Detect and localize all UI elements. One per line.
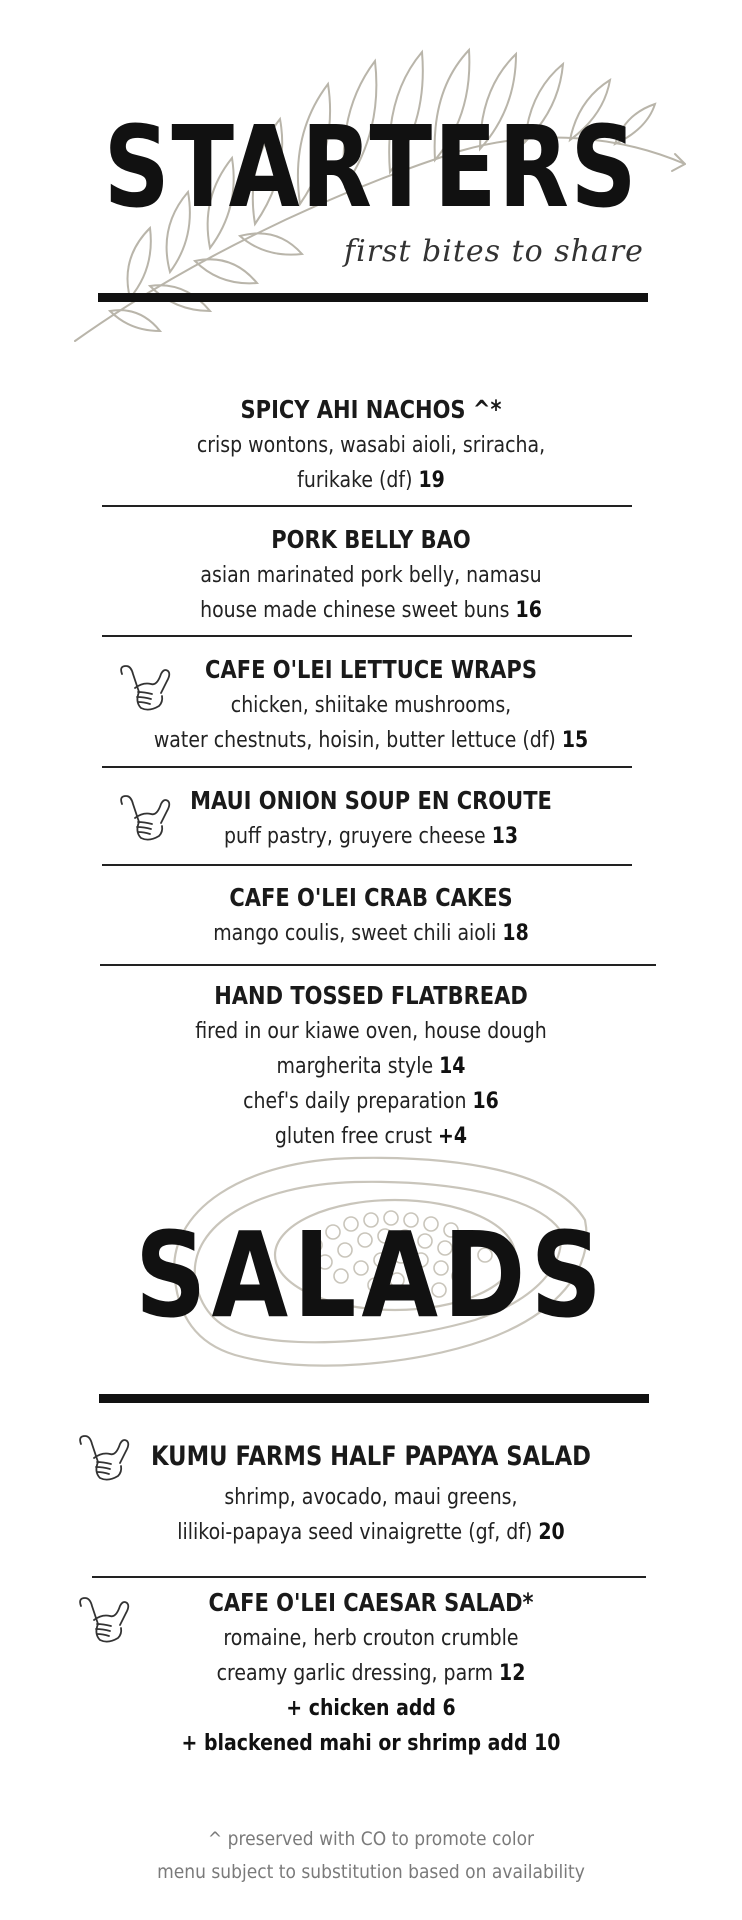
- item-price: +4: [438, 1124, 468, 1149]
- item-description-tail: lilikoi-papaya seed vinaigrette (gf, df): [177, 1520, 533, 1545]
- item-description: shrimp, avocado, maui greens,: [224, 1485, 518, 1510]
- item-divider: [100, 964, 656, 966]
- item-price: 16: [515, 598, 542, 623]
- item-name: HAND TOSSED FLATBREAD: [214, 981, 528, 1010]
- item-price: 18: [502, 921, 529, 946]
- item-divider: [102, 505, 632, 507]
- item-price: 19: [418, 468, 445, 493]
- footer-disclaimer: menu subject to substitution based on availability: [157, 1861, 585, 1883]
- item-name: CAFE O'LEI LETTUCE WRAPS: [205, 655, 537, 684]
- menu-item-lettuce-wraps: [0, 652, 742, 758]
- item-option: [52, 1084, 690, 1119]
- item-price: 12: [499, 1661, 526, 1686]
- item-name: CAFE O'LEI CRAB CAKES: [229, 883, 513, 912]
- item-name: KUMU FARMS HALF PAPAYA SALAD: [150, 1441, 592, 1472]
- item-price: 15: [561, 728, 589, 753]
- menu-footer: [0, 1823, 742, 1889]
- starters-divider: [98, 293, 648, 302]
- item-description-tail: house made chinese sweet buns: [200, 598, 510, 623]
- item-description: [52, 1656, 690, 1691]
- item-name: CAFE O'LEI CAESAR SALAD*: [208, 1588, 534, 1617]
- item-option: [52, 1049, 690, 1084]
- menu-item-pork-belly-bao: [0, 522, 742, 628]
- menu-item-flatbread: [0, 978, 742, 1154]
- item-divider: [92, 1576, 646, 1578]
- item-description: romaine, herb crouton crumble: [223, 1626, 519, 1651]
- item-description-tail: water chestnuts, hoisin, butter lettuce (df): [153, 728, 556, 753]
- item-price: 14: [439, 1054, 466, 1079]
- item-divider: [102, 766, 632, 768]
- item-description: fired in our kiawe oven, house dough: [195, 1019, 547, 1044]
- item-addon: + blackened mahi or shrimp add 10: [181, 1731, 561, 1756]
- item-description: chicken, shiitake mushrooms,: [230, 693, 512, 718]
- menu-item-crab-cakes: [0, 880, 742, 951]
- menu-item-caesar-salad: [0, 1585, 742, 1761]
- salads-title: SALADS: [135, 1206, 607, 1344]
- item-price: 13: [491, 824, 519, 849]
- salads-divider: [99, 1394, 649, 1403]
- item-addon: + chicken add 6: [286, 1696, 456, 1721]
- option-text: chef's daily preparation: [243, 1089, 467, 1114]
- item-description-tail: puff pastry, gruyere cheese: [223, 824, 486, 849]
- item-price: 16: [472, 1089, 499, 1114]
- starters-title: STARTERS: [103, 103, 639, 233]
- item-description: crisp wontons, wasabi aioli, sriracha,: [196, 433, 546, 458]
- starters-subtitle: first bites to share: [344, 234, 644, 269]
- item-description: [52, 916, 690, 951]
- menu-item-papaya-salad: [0, 1438, 742, 1550]
- menu-item-maui-onion-soup: [0, 783, 742, 854]
- item-description: [52, 723, 690, 758]
- item-name: PORK BELLY BAO: [271, 525, 471, 554]
- item-divider: [102, 864, 632, 866]
- item-description: [52, 819, 690, 854]
- item-description: [52, 1515, 690, 1550]
- item-description: asian marinated pork belly, namasu: [200, 563, 542, 588]
- footer-note: ^ preserved with CO to promote color: [207, 1828, 535, 1850]
- item-description-tail: furikake (df): [297, 468, 413, 493]
- item-description-tail: mango coulis, sweet chili aioli: [213, 921, 497, 946]
- item-description-tail: creamy garlic dressing, parm: [216, 1661, 494, 1686]
- option-text: margherita style: [276, 1054, 434, 1079]
- menu-item-spicy-ahi-nachos: [0, 392, 742, 498]
- option-text: gluten free crust: [274, 1124, 433, 1149]
- item-name: MAUI ONION SOUP EN CROUTE: [190, 786, 552, 815]
- item-description: [52, 593, 690, 628]
- item-divider: [102, 635, 632, 637]
- item-name: SPICY AHI NACHOS ^*: [240, 395, 502, 424]
- item-description: [52, 463, 690, 498]
- item-price: 20: [538, 1520, 565, 1545]
